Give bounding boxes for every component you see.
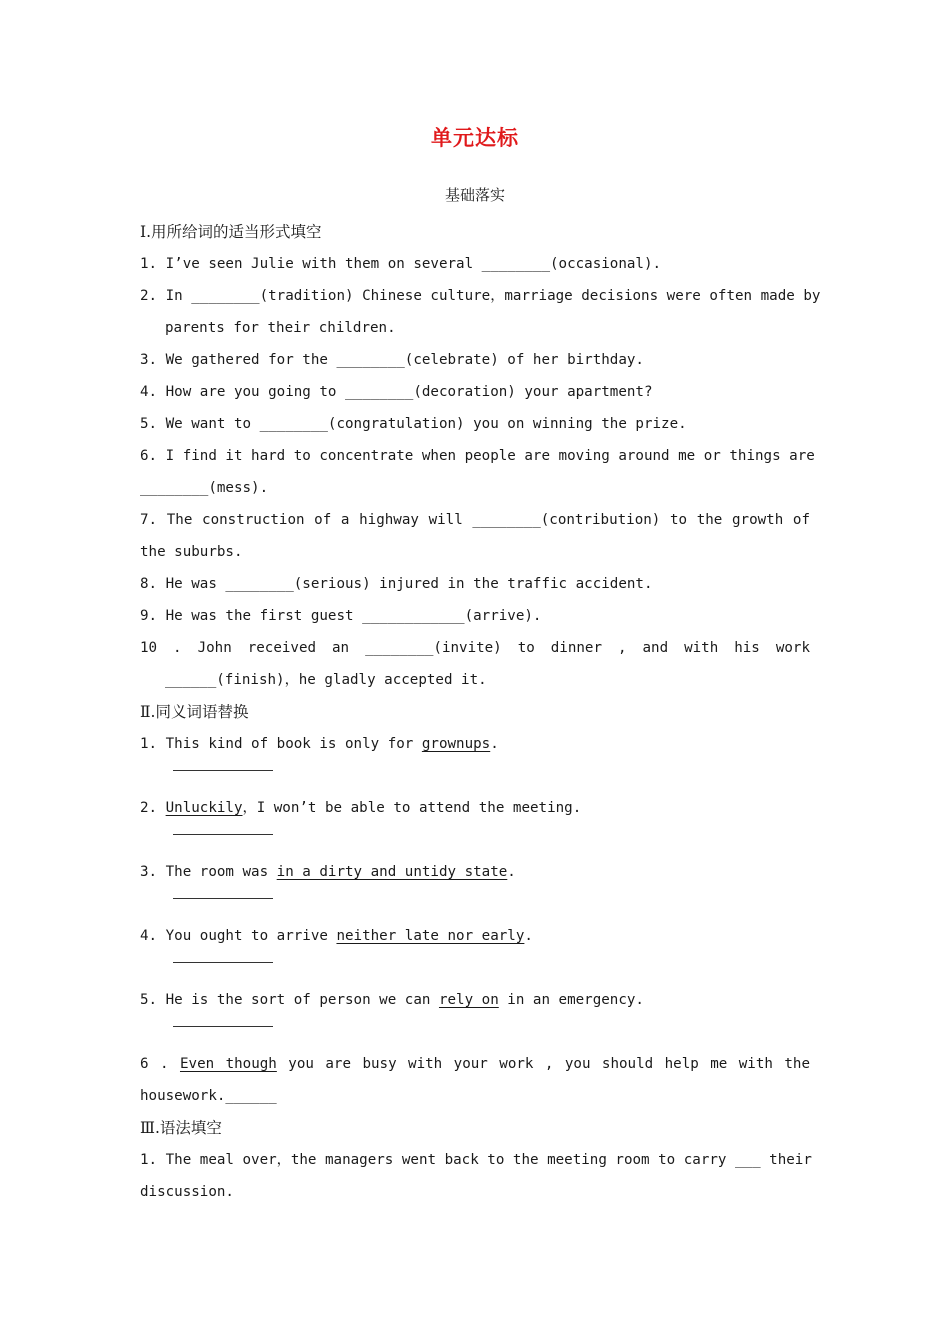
s1-question-2-line-2: parents for their children. (165, 320, 396, 336)
s2-q4-end: . (524, 928, 533, 944)
s3-question-1-line-1: 1. The meal over，the managers went back to the meeting room to carry ___ their (140, 1152, 812, 1168)
s1-question-7-line-2: the suburbs. (140, 544, 243, 560)
s1-question-4: 4. How are you going to ________(decoration) your apartment? (140, 384, 653, 400)
s2-q2-end: ，I won’t be able to attend the meeting. (242, 800, 582, 816)
s2-answer-blank-5[interactable] (140, 1016, 810, 1048)
s2-question-5 (140, 984, 810, 1016)
s2-q6-underlined: Even though (179, 1056, 277, 1072)
page-title: 单元达标 (431, 126, 519, 150)
s2-q6-text: 6 . (140, 1056, 180, 1072)
s1-question-9: 9. He was the first guest ____________(arrive). (140, 608, 542, 624)
s2-q1-end: . (490, 736, 499, 752)
s2-question-6-line-1 (140, 1048, 810, 1080)
s2-answer-blank-1[interactable] (140, 760, 810, 792)
s2-answer-blank-3[interactable] (140, 888, 810, 920)
section-3-heading: Ⅲ.语法填空 (140, 1119, 222, 1137)
s2-q1-underlined: grownups (421, 736, 491, 752)
exercise-body (140, 216, 821, 1208)
s2-question-1 (140, 728, 810, 760)
s1-question-6-line-1: 6. I find it hard to concentrate when people are moving around me or things are (140, 448, 815, 464)
s2-q5-underlined: rely on (438, 992, 499, 1008)
s2-q4-underlined: neither late nor early (336, 928, 525, 944)
s2-q4-text: 4. You ought to arrive (140, 928, 337, 944)
s2-q5-text: 5. He is the sort of person we can (140, 992, 439, 1008)
s1-question-8: 8. He was ________(serious) injured in the traffic accident. (140, 576, 653, 592)
s1-question-6-line-2: ________(mess). (140, 480, 269, 496)
s1-question-3: 3. We gathered for the ________(celebrate) of her birthday. (140, 352, 644, 368)
s2-q5-end: in an emergency. (498, 992, 644, 1008)
s2-answer-blank-2[interactable] (140, 824, 810, 856)
s2-answer-blank-4[interactable] (140, 952, 810, 984)
s2-question-2 (140, 792, 810, 824)
s1-question-10-line-2: ______(finish)，he gladly accepted it. (165, 672, 487, 688)
s2-q2-underlined: Unluckily (165, 800, 243, 816)
section-1-heading: Ⅰ.用所给词的适当形式填空 (140, 223, 322, 241)
section-2-heading: Ⅱ.同义词语替换 (140, 703, 249, 721)
s1-question-10-line-1: 10 . John received an ________(invite) to dinner , and with his work (140, 640, 810, 656)
s2-q3-underlined: in a dirty and untidy state (276, 864, 508, 880)
s2-q3-text: 3. The room was (140, 864, 277, 880)
s2-q2-text: 2. (140, 800, 166, 816)
s1-question-2-line-1: 2. In ________(tradition) Chinese culture，marriage decisions were often made by (140, 288, 821, 304)
s1-question-7-line-1: 7. The construction of a highway will ________(contribution) to the growth of (140, 512, 810, 528)
s2-question-6-line-2: housework.______ (140, 1088, 277, 1104)
s2-q6-end: you are busy with your work , you should help me with the (276, 1056, 811, 1072)
s1-question-5: 5. We want to ________(congratulation) you on winning the prize. (140, 416, 687, 432)
s2-question-4 (140, 920, 810, 952)
s2-question-3 (140, 856, 810, 888)
page-subtitle: 基础落实 (444, 186, 505, 204)
s2-q3-end: . (507, 864, 516, 880)
s2-q1-text: 1. This kind of book is only for (140, 736, 422, 752)
s3-question-1-line-2: discussion. (140, 1184, 234, 1200)
s1-question-1: 1. I’ve seen Julie with them on several ________(occasional). (140, 256, 662, 272)
